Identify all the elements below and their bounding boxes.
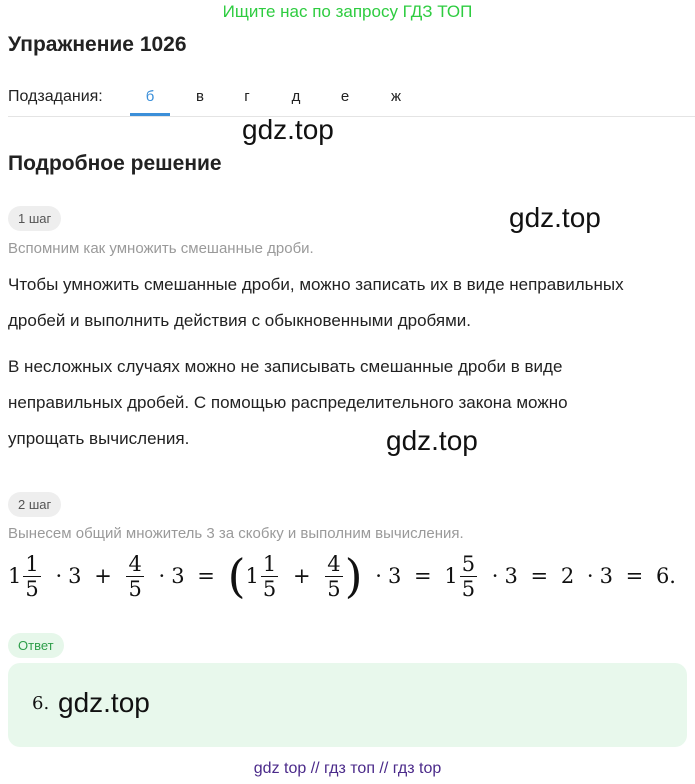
answer-badge: Ответ — [8, 633, 64, 658]
step-hint: Вынесем общий множитель 3 за скобку и выполним вычисления. — [8, 525, 464, 542]
formula-op: + — [94, 564, 112, 588]
search-banner: Ищите нас по запросу ГДЗ ТОП — [222, 2, 473, 21]
watermark: gdz.top — [509, 202, 601, 233]
paragraph-line: В несложных случаях можно не записывать смешанные дроби в виде — [8, 357, 563, 376]
footer-links[interactable]: gdz top // гдз топ // гдз top — [253, 760, 442, 777]
active-tab-indicator — [130, 113, 170, 116]
watermark: gdz.top — [58, 687, 150, 718]
tab-v[interactable]: в — [196, 88, 204, 105]
watermark: gdz.top — [386, 425, 478, 456]
fraction: $\frac{4}{5}$ — [128, 551, 142, 601]
formula-op: = — [625, 564, 644, 588]
tab-e[interactable]: е — [340, 88, 350, 105]
subtasks-label: Подзадания: — [8, 88, 103, 105]
section-title: Подробное решение — [8, 152, 222, 175]
formula-whole: 1 — [8, 564, 22, 588]
tab-b[interactable]: б — [145, 88, 155, 105]
fraction: $\frac{5}{5}$ — [461, 551, 476, 601]
formula-op: = — [414, 564, 432, 588]
tab-d[interactable]: д — [291, 88, 301, 105]
paragraph-line: упрощать вычисления. — [8, 429, 190, 448]
left-paren: ( — [227, 549, 246, 603]
paragraph-line: Чтобы умножить смешанные дроби, можно записать их в виде неправильных — [8, 275, 624, 294]
formula-op: = — [530, 564, 549, 588]
answer-value: 6. — [32, 693, 50, 714]
fraction: $\frac{4}{5}$ — [327, 551, 341, 601]
formula-op: + — [292, 564, 311, 588]
step-paragraph — [8, 349, 688, 457]
paragraph-line: неправильных дробей. С помощью распределительного закона можно — [8, 393, 568, 412]
formula: 1 $\frac{1}{5}$ · 3 + $\frac{4}{5}$ · 3 = (1 $\frac{1}{5}$ + $\frac{4}{5}$ ) · 3 = 1 $\frac{5}{5}$ · 3 = 2 · 3 = 6. — [8, 549, 676, 603]
watermark: gdz.top — [242, 114, 334, 145]
tab-g[interactable]: г — [244, 88, 250, 105]
step-paragraph — [8, 267, 688, 339]
step-badge: 2 шаг — [8, 492, 61, 517]
fraction: $\frac{1}{5}$ — [25, 551, 39, 601]
formula-op: · — [55, 564, 63, 588]
step-hint: Вспомним как умножить смешанные дроби. — [8, 240, 314, 257]
subtasks-bar — [8, 88, 695, 117]
step-badge: 1 шаг — [8, 206, 61, 231]
formula-op: = — [197, 564, 215, 588]
formula-op: · — [586, 564, 594, 588]
formula-op: · — [158, 564, 166, 588]
answer-box — [8, 663, 687, 747]
paragraph-line: дробей и выполнить действия с обыкновенными дробями. — [8, 311, 472, 330]
fraction: $\frac{1}{5}$ — [262, 551, 277, 601]
page-title: Упражнение 1026 — [8, 33, 187, 56]
right-paren: ) — [344, 549, 363, 603]
formula-op: · — [375, 564, 382, 588]
formula-op: · — [491, 564, 499, 588]
tab-zh[interactable]: ж — [390, 88, 402, 105]
